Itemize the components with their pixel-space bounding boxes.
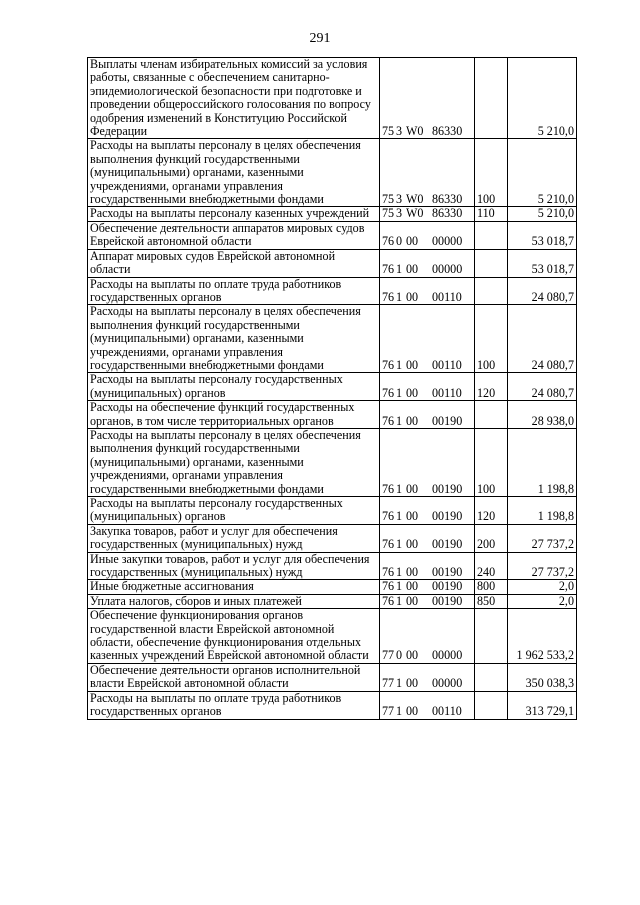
row-sum-cell: 2,0 [508, 580, 577, 594]
code-part: 00110 [432, 385, 462, 400]
row-code-cell [380, 221, 475, 249]
row-name-cell: Расходы на выплаты персоналу в целях обеспечения выполнения функций государственными (муниципальными) органами, казенными учреждениями, органами управления государственными внебюджетными фондами [88, 305, 380, 373]
code-part: 00110 [432, 289, 462, 304]
row-sum-cell: 1 198,8 [508, 428, 577, 496]
code-part: 76 [382, 234, 395, 249]
code-part: 1 [396, 385, 403, 400]
row-name-cell: Расходы на выплаты персоналу государственных (муниципальных) органов [88, 497, 380, 525]
row-sum-cell: 2,0 [508, 594, 577, 608]
row-name-cell: Обеспечение деятельности органов исполнительной власти Еврейской автономной области [88, 663, 380, 691]
table-row [88, 207, 577, 221]
row-code-cell [380, 373, 475, 401]
table-row [88, 497, 577, 525]
code-part: 86330 [432, 124, 463, 139]
table-row [88, 58, 577, 139]
page-number: 291 [309, 31, 331, 46]
budget-table [87, 57, 577, 720]
code-part: 00190 [432, 579, 463, 594]
row-sum-cell: 24 080,7 [508, 277, 577, 305]
code-part: 86330 [432, 206, 463, 221]
code-part: 00 [406, 289, 419, 304]
code-part: 76 [382, 565, 395, 580]
code-part: 00110 [432, 704, 462, 719]
code-part: 1 [396, 481, 403, 496]
row-name-cell: Расходы на выплаты по оплате труда работников государственных органов [88, 277, 380, 305]
code-part: 00 [406, 579, 419, 594]
row-sum-cell: 27 737,2 [508, 552, 577, 580]
code-part: 86330 [432, 192, 463, 207]
code-part: 76 [382, 289, 395, 304]
row-code-cell [380, 524, 475, 552]
row-sum-cell: 24 080,7 [508, 373, 577, 401]
row-name-cell: Уплата налогов, сборов и иных платежей [88, 594, 380, 608]
code-part: 1 [396, 262, 403, 277]
row-sum-cell: 27 737,2 [508, 524, 577, 552]
code-part: 00 [406, 413, 419, 428]
code-part: 76 [382, 481, 395, 496]
row-code-cell [380, 663, 475, 691]
code-part: 00190 [432, 413, 463, 428]
code-part: 76 [382, 413, 395, 428]
code-part: W0 [406, 206, 424, 221]
code-part: 77 [382, 676, 395, 691]
code-part: 00 [406, 537, 419, 552]
table-row [88, 401, 577, 429]
code-part: 0 [396, 648, 403, 663]
row-vr-cell [475, 277, 508, 305]
row-name-cell: Аппарат мировых судов Еврейской автономной области [88, 249, 380, 277]
table-row [88, 249, 577, 277]
row-vr-cell [475, 609, 508, 664]
row-code-cell [380, 249, 475, 277]
code-part: 75 [382, 192, 395, 207]
row-vr-cell [475, 221, 508, 249]
budget-table-body [88, 58, 577, 720]
row-sum-cell: 313 729,1 [508, 691, 577, 719]
code-part: 00000 [432, 648, 463, 663]
code-part: 00110 [432, 357, 462, 372]
row-vr-cell [475, 663, 508, 691]
code-part: 00190 [432, 481, 463, 496]
code-part: 00190 [432, 509, 463, 524]
row-name-cell: Закупка товаров, работ и услуг для обеспечения государственных (муниципальных) нужд [88, 524, 380, 552]
row-name-cell: Выплаты членам избирательных комиссий за условия работы, связанные с обеспечением санитарно-эпидемиологической безопасности при подготовке и проведении общероссийского голосования по вопросу одобрения изменений в Конституцию Российской Федерации [88, 58, 380, 139]
table-row [88, 691, 577, 719]
code-part: 76 [382, 385, 395, 400]
code-part: 1 [396, 509, 403, 524]
code-part: 76 [382, 579, 395, 594]
row-vr-cell: 100 [475, 428, 508, 496]
code-part: 75 [382, 206, 395, 221]
row-vr-cell [475, 58, 508, 139]
row-name-cell: Расходы на обеспечение функций государственных органов, в том числе территориальных органов [88, 401, 380, 429]
code-part: 00 [406, 234, 419, 249]
row-sum-cell: 5 210,0 [508, 139, 577, 207]
table-row [88, 428, 577, 496]
code-part: 3 [396, 206, 403, 221]
code-part: 77 [382, 704, 395, 719]
code-part: 1 [396, 537, 403, 552]
code-part: 00 [406, 481, 419, 496]
row-name-cell: Обеспечение деятельности аппаратов мировых судов Еврейской автономной области [88, 221, 380, 249]
row-vr-cell [475, 401, 508, 429]
row-code-cell [380, 552, 475, 580]
table-row [88, 139, 577, 207]
row-code-cell [380, 691, 475, 719]
code-part: 00000 [432, 676, 463, 691]
table-row [88, 580, 577, 594]
code-part: 00000 [432, 234, 463, 249]
row-vr-cell: 240 [475, 552, 508, 580]
code-part: 00 [406, 357, 419, 372]
table-row [88, 305, 577, 373]
code-part: 00 [406, 565, 419, 580]
row-name-cell: Расходы на выплаты персоналу в целях обеспечения выполнения функций государственными (муниципальными) органами, казенными учреждениями, органами управления государственными внебюджетными фондами [88, 139, 380, 207]
row-name-cell: Расходы на выплаты персоналу государственных (муниципальных) органов [88, 373, 380, 401]
code-part: 00 [406, 676, 419, 691]
row-sum-cell: 5 210,0 [508, 58, 577, 139]
table-row [88, 524, 577, 552]
code-part: 00 [406, 509, 419, 524]
row-sum-cell: 5 210,0 [508, 207, 577, 221]
row-sum-cell: 1 198,8 [508, 497, 577, 525]
row-vr-cell: 200 [475, 524, 508, 552]
row-code-cell [380, 609, 475, 664]
code-part: 00 [406, 648, 419, 663]
code-part: 00 [406, 262, 419, 277]
row-name-cell: Расходы на выплаты по оплате труда работников государственных органов [88, 691, 380, 719]
row-code-cell [380, 401, 475, 429]
row-code-cell [380, 497, 475, 525]
code-part: 00190 [432, 537, 463, 552]
row-code-cell [380, 428, 475, 496]
code-part: 00190 [432, 565, 463, 580]
code-part: 0 [396, 234, 403, 249]
table-row [88, 277, 577, 305]
row-name-cell: Обеспечение функционирования органов государственной власти Еврейской автономной области, обеспечение функционирования отдельных казенных учреждений Еврейской автономной области [88, 609, 380, 664]
row-sum-cell: 28 938,0 [508, 401, 577, 429]
table-row [88, 373, 577, 401]
code-part: 1 [396, 289, 403, 304]
row-sum-cell: 24 080,7 [508, 305, 577, 373]
row-sum-cell: 350 038,3 [508, 663, 577, 691]
row-sum-cell: 53 018,7 [508, 221, 577, 249]
code-part: 1 [396, 357, 403, 372]
row-code-cell [380, 580, 475, 594]
row-code-cell [380, 139, 475, 207]
code-part: 00 [406, 385, 419, 400]
row-code-cell [380, 305, 475, 373]
row-vr-cell: 110 [475, 207, 508, 221]
code-part: 00 [406, 704, 419, 719]
row-sum-cell: 53 018,7 [508, 249, 577, 277]
row-vr-cell: 100 [475, 139, 508, 207]
row-vr-cell [475, 249, 508, 277]
code-part: 1 [396, 593, 403, 608]
code-part: 76 [382, 537, 395, 552]
code-part: 1 [396, 565, 403, 580]
row-code-cell [380, 207, 475, 221]
row-code-cell [380, 58, 475, 139]
row-name-cell: Иные бюджетные ассигнования [88, 580, 380, 594]
row-vr-cell: 120 [475, 373, 508, 401]
code-part: 1 [396, 704, 403, 719]
row-vr-cell: 100 [475, 305, 508, 373]
table-row [88, 594, 577, 608]
code-part: 76 [382, 357, 395, 372]
code-part: 1 [396, 413, 403, 428]
code-part: 77 [382, 648, 395, 663]
code-part: 00000 [432, 262, 463, 277]
code-part: 3 [396, 192, 403, 207]
row-vr-cell: 850 [475, 594, 508, 608]
row-name-cell: Иные закупки товаров, работ и услуг для обеспечения государственных (муниципальных) нужд [88, 552, 380, 580]
table-row [88, 663, 577, 691]
code-part: 00190 [432, 593, 463, 608]
code-part: 00 [406, 593, 419, 608]
code-part: 76 [382, 262, 395, 277]
table-row [88, 609, 577, 664]
code-part: 76 [382, 593, 395, 608]
row-code-cell [380, 594, 475, 608]
row-name-cell: Расходы на выплаты персоналу в целях обеспечения выполнения функций государственными (муниципальными) органами, казенными учреждениями, органами управления государственными внебюджетными фондами [88, 428, 380, 496]
code-part: 1 [396, 676, 403, 691]
code-part: W0 [406, 192, 424, 207]
code-part: 1 [396, 579, 403, 594]
row-vr-cell: 800 [475, 580, 508, 594]
table-row [88, 552, 577, 580]
code-part: 76 [382, 509, 395, 524]
code-part: W0 [406, 124, 424, 139]
row-vr-cell: 120 [475, 497, 508, 525]
row-sum-cell: 1 962 533,2 [508, 609, 577, 664]
row-vr-cell [475, 691, 508, 719]
row-code-cell [380, 277, 475, 305]
code-part: 75 [382, 124, 395, 139]
table-row [88, 221, 577, 249]
row-name-cell: Расходы на выплаты персоналу казенных учреждений [88, 207, 380, 221]
code-part: 3 [396, 124, 403, 139]
